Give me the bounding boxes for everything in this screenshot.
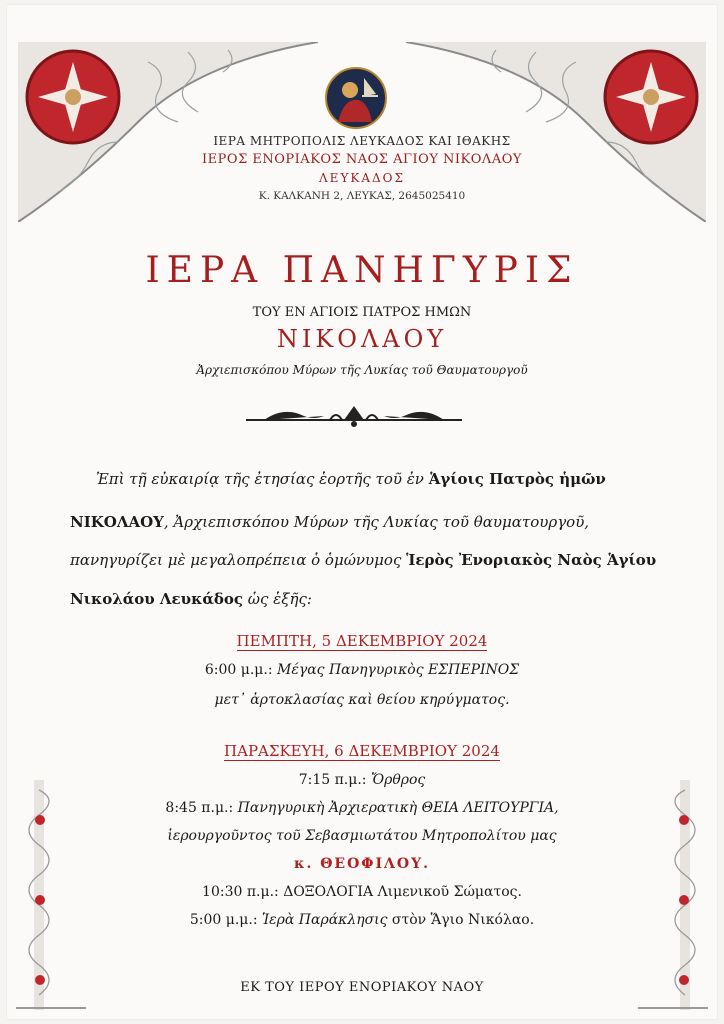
time-label: 7:15 π.μ.: (298, 772, 367, 788)
time-label: 10:30 π.μ.: (202, 884, 279, 900)
intro-text: ὡς ἑξῆς: (243, 590, 312, 608)
day2-date-text: ΠΑΡΑΣΚΕΥΗ, 6 ΔΕΚΕΜΒΡΙΟΥ 2024 (224, 742, 500, 760)
ornamental-divider (244, 402, 464, 432)
intro-text: , Ἀρχιεπισκόπου Μύρων τῆς Λυκίας τοῦ θαυματουργοῦ, (163, 513, 590, 531)
header-church: ΙΕΡΟΣ ΕΝΟΡΙΑΚΟΣ ΝΑΟΣ ΑΓΙΟΥ ΝΙΚΟΛΑΟΥ (202, 152, 522, 167)
day2-orthros (0, 772, 724, 788)
event-label: Μέγας Πανηγυρικὸς ΕΣΠΕΡΙΝΟΣ (272, 662, 520, 678)
intro-bold-text: Ἁγίοις Πατρὸς ἡμῶν (428, 470, 606, 488)
intro-line-3 (70, 551, 670, 569)
day2-date (0, 742, 724, 760)
day2-liturgy (0, 800, 724, 816)
day2-paraklesis (0, 912, 724, 928)
day1-vespers (0, 662, 724, 678)
page-title: ΙΕΡΑ ΠΑΝΗΓΥΡΙΣ (145, 250, 579, 291)
time-label: 6:00 μ.μ.: (204, 662, 273, 678)
saint-icon (324, 66, 388, 130)
subtitle: ΤΟΥ ΕΝ ΑΓΙΟΙΣ ΠΑΤΡΟΣ ΗΜΩΝ (252, 305, 472, 320)
day1-date (0, 632, 724, 650)
intro-text: Ἐπὶ τῇ εὐκαιρίᾳ τῆς ἐτησίας ἑορτῆς τοῦ ἐν (96, 470, 429, 488)
header-town: ΛΕΥΚΑΔΟΣ (319, 171, 405, 185)
event-label: ΔΟΞΟΛΟΓΙΑ Λιμενικοῦ Σώματος. (278, 884, 522, 900)
saint-name: ΝΙΚΟΛΑΟΥ (276, 325, 448, 353)
time-label: 5:00 μ.μ.: (189, 912, 258, 928)
header-metropolis: ΙΕΡΑ ΜΗΤΡΟΠΟΛΙΣ ΛΕΥΚΑΔΟΣ ΚΑΙ ΙΘΑΚΗΣ (213, 134, 511, 148)
intro-line-1 (96, 470, 696, 488)
footer-signature: ΕΚ ΤΟΥ ΙΕΡΟΥ ΕΝΟΡΙΑΚΟΥ ΝΑΟΥ (240, 980, 484, 995)
intro-text: πανηγυρίζει μὲ μεγαλοπρέπεια ὁ ὁμώνυμος (70, 551, 407, 569)
intro-bold-text: Νικολάου Λευκάδος (70, 590, 244, 608)
day1-note: μετ᾽ ἀρτοκλασίας καὶ θείου κηρύγματος. (214, 692, 510, 708)
time-label: 8:45 π.μ.: (165, 800, 234, 816)
intro-bold-text: ΝΙΚΟΛΑΟΥ (70, 513, 164, 531)
header-address: Κ. ΚΑΛΚΑΝΗ 2, ΛΕΥΚΑΣ, 2645025410 (258, 190, 466, 202)
event-label-rest: στὸν Ἅγιο Νικόλαο. (387, 912, 535, 928)
intro-line-4 (70, 590, 670, 608)
day2-doxology (0, 884, 724, 900)
day1-date-text: ΠΕΜΠΤΗ, 5 ΔΕΚΕΜΒΡΙΟΥ 2024 (236, 632, 488, 650)
event-label: Ἱερὰ Παράκλησις (257, 912, 388, 928)
event-label: Πανηγυρικὴ Ἀρχιερατικὴ ΘΕΙΑ ΛΕΙΤΟΥΡΓΙΑ, (233, 800, 559, 816)
day2-bishop: κ. ΘΕΟΦΙΛΟΥ. (294, 856, 430, 872)
intro-line-2 (70, 513, 670, 531)
intro-bold-text: Ἱερὸς Ἐνοριακὸς Ναὸς Ἁγίου (406, 551, 657, 569)
day2-liturgy-note: ἱερουργοῦντος τοῦ Σεβασμιωτάτου Μητροπολίτου μας (167, 828, 557, 844)
saint-description: Ἀρχιεπισκόπου Μύρων τῆς Λυκίας τοῦ Θαυματουργοῦ (196, 363, 528, 377)
event-label: Ὄρθρος (366, 772, 426, 788)
